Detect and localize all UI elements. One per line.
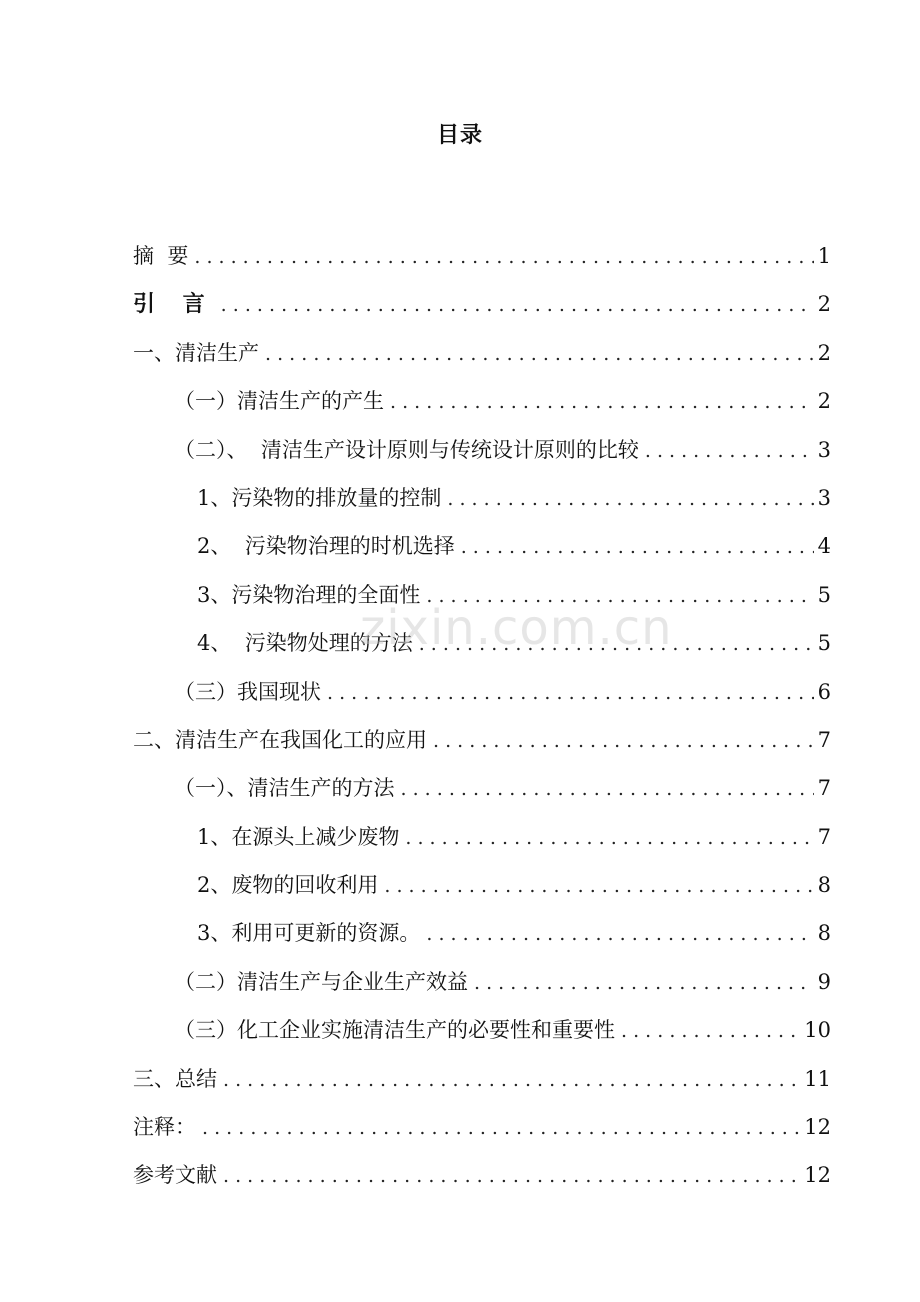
toc-entry-title: 二、清洁生产在我国化工的应用 [133, 727, 427, 752]
toc-entry[interactable] [133, 528, 831, 576]
toc-entry[interactable] [133, 674, 831, 722]
page-title: 目录 [436, 123, 483, 148]
toc-dot-leader [390, 384, 814, 420]
toc-dot-leader [621, 1013, 800, 1049]
toc-dot-leader [221, 287, 814, 323]
toc-entry[interactable] [133, 625, 831, 673]
toc-page-number: 7 [817, 727, 831, 752]
toc-dot-leader [202, 1110, 800, 1146]
table-of-contents [133, 238, 831, 1206]
toc-page-number: 5 [817, 582, 831, 607]
toc-dot-leader [223, 1158, 800, 1194]
toc-entry-title: 2、废物的回收利用 [197, 873, 379, 898]
toc-entry[interactable] [133, 722, 831, 770]
toc-entry[interactable] [133, 964, 831, 1012]
toc-entry-title: （一）清洁生产的产生 [174, 389, 384, 414]
toc-page-number: 7 [817, 776, 831, 801]
toc-page-number: 9 [817, 969, 831, 994]
toc-entry[interactable] [133, 577, 831, 625]
toc-dot-leader [433, 723, 814, 759]
toc-page-number: 2 [817, 340, 831, 365]
toc-page-number: 12 [804, 1115, 831, 1140]
toc-page-number: 8 [817, 873, 831, 898]
toc-page-number: 4 [817, 534, 831, 559]
toc-page-number: 1 [817, 244, 831, 268]
toc-entry[interactable] [133, 432, 831, 480]
toc-entry[interactable] [133, 1012, 831, 1060]
toc-dot-leader [461, 529, 814, 565]
toc-page-number: 11 [804, 1066, 831, 1091]
toc-entry[interactable] [133, 1109, 831, 1157]
toc-dot-leader [401, 771, 814, 807]
toc-entry-title: 1、污染物的排放量的控制 [197, 485, 442, 510]
toc-entry[interactable] [133, 1061, 831, 1109]
toc-entry-title: （一）、清洁生产的方法 [174, 776, 395, 801]
toc-entry-title: （二）、 清洁生产设计原则与传统设计原则的比较 [174, 437, 639, 462]
toc-page-number: 8 [817, 921, 831, 946]
toc-page-number: 2 [817, 389, 831, 414]
toc-entry[interactable] [133, 335, 831, 383]
toc-page-number: 3 [817, 437, 831, 462]
toc-dot-leader [426, 916, 813, 952]
toc-entry-title: 3、利用可更新的资源。 [197, 921, 421, 946]
toc-dot-leader [447, 481, 813, 517]
toc-entry-title: 一、清洁生产 [133, 340, 259, 365]
toc-dot-leader [419, 626, 814, 662]
toc-dot-leader [384, 868, 813, 904]
toc-dot-leader [194, 239, 813, 275]
toc-page-number: 10 [804, 1018, 831, 1043]
toc-entry-title: 4、 污染物处理的方法 [197, 631, 413, 656]
toc-entry-title: （三）我国现状 [174, 679, 321, 704]
toc-entry[interactable] [133, 915, 831, 963]
toc-page-number: 12 [804, 1163, 831, 1188]
toc-entry-title: 摘 要 [133, 244, 189, 268]
toc-entry-title: 注释： [133, 1115, 196, 1140]
toc-entry-title: 1、在源头上减少废物 [197, 824, 400, 849]
toc-entry-title: 三、总结 [133, 1066, 217, 1091]
toc-dot-leader [474, 965, 814, 1001]
toc-entry-title: 2、 污染物治理的时机选择 [197, 534, 455, 559]
toc-entry[interactable] [133, 480, 831, 528]
watermark: zixin.com.cn [360, 600, 673, 656]
toc-entry-title: 引 言 [133, 292, 215, 318]
toc-dot-leader [405, 820, 813, 856]
toc-page-number: 7 [817, 824, 831, 849]
toc-dot-leader [426, 578, 813, 614]
toc-entry[interactable] [133, 1157, 831, 1205]
toc-entry-title: 参考文献 [133, 1163, 217, 1188]
toc-entry[interactable] [133, 238, 831, 286]
toc-dot-leader [327, 675, 814, 711]
toc-dot-leader [645, 433, 814, 469]
toc-entry-title: 3、污染物治理的全面性 [197, 582, 421, 607]
toc-entry[interactable] [133, 383, 831, 431]
toc-entry[interactable] [133, 819, 831, 867]
toc-page-number: 2 [817, 292, 831, 317]
toc-page-number: 6 [817, 679, 831, 704]
toc-dot-leader [265, 336, 814, 372]
toc-entry[interactable] [133, 286, 831, 334]
toc-entry[interactable] [133, 867, 831, 915]
toc-page-number: 5 [817, 631, 831, 656]
toc-entry-title: （三）化工企业实施清洁生产的必要性和重要性 [174, 1018, 615, 1043]
toc-entry-title: （二）清洁生产与企业生产效益 [174, 969, 468, 994]
toc-page-number: 3 [817, 485, 831, 510]
toc-entry[interactable] [133, 770, 831, 818]
toc-dot-leader [223, 1062, 800, 1098]
